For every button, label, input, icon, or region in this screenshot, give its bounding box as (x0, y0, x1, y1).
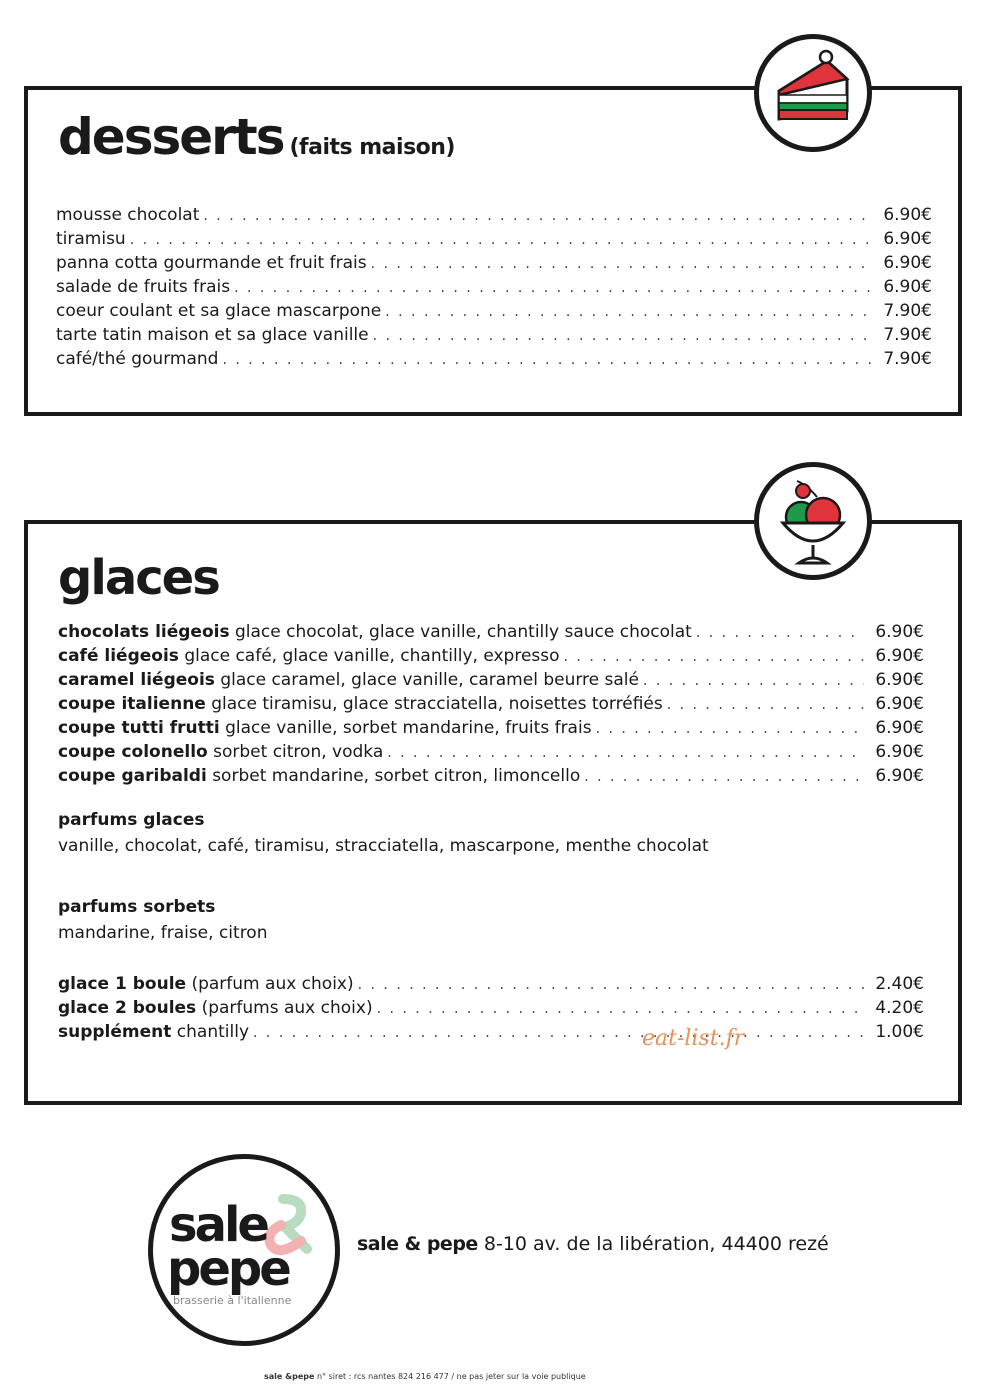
dot-leader (696, 625, 864, 641)
price: 7.90€ (883, 325, 932, 345)
menu-item: supplément chantilly . . . 1.00€ (58, 1022, 924, 1046)
menu-item: glace 2 boules (parfums aux choix) . . . 4.20€ (58, 998, 924, 1022)
glaces-section (24, 520, 962, 1105)
price: 7.90€ (883, 349, 932, 369)
dot-leader (358, 977, 864, 993)
footer-brand: sale &pepe (264, 1372, 315, 1381)
price: 6.90€ (875, 718, 924, 738)
desserts-title: desserts (faits maison) (58, 108, 455, 166)
glaces-title: glaces (58, 550, 219, 606)
price: 6.90€ (883, 205, 932, 225)
dot-leader (385, 304, 872, 320)
menu-item: café/thé gourmand . . . 7.90€ (56, 349, 932, 373)
dot-leader (373, 328, 872, 344)
price: 6.90€ (883, 253, 932, 273)
parfums-sorbets (58, 897, 918, 943)
parfums-glaces-title: parfums glaces (58, 810, 205, 830)
cake-slice-icon (754, 34, 872, 152)
price: 7.90€ (883, 301, 932, 321)
parfums-sorbets-text: mandarine, fraise, citron (58, 923, 268, 943)
dot-leader (234, 280, 872, 296)
menu-item: panna cotta gourmande et fruit frais . . . 6.90€ (56, 253, 932, 277)
desserts-list (56, 205, 932, 373)
menu-item: salade de fruits frais . . . 6.90€ (56, 277, 932, 301)
address-brand: sale & pepe (357, 1233, 478, 1255)
menu-item: mousse chocolat . . . 6.90€ (56, 205, 932, 229)
menu-item: tarte tatin maison et sa glace vanille . . . 7.90€ (56, 325, 932, 349)
parfums-glaces-text: vanille, chocolat, café, tiramisu, stracciatella, mascarpone, menthe chocolat (58, 836, 709, 856)
dot-leader (584, 769, 864, 785)
footer-legal (264, 1372, 586, 1381)
menu-item: coeur coulant et sa glace mascarpone . . . 7.90€ (56, 301, 932, 325)
menu-item: coupe garibaldi sorbet mandarine, sorbet citron, limoncello . . . 6.90€ (58, 766, 924, 790)
dot-leader (203, 208, 872, 224)
price: 6.90€ (883, 229, 932, 249)
ice-cream-cup-svg (759, 467, 867, 575)
price: 6.90€ (875, 694, 924, 714)
parfums-glaces (58, 810, 918, 856)
address-text: 8-10 av. de la libération, 44400 rezé (483, 1233, 829, 1255)
dot-leader (564, 649, 864, 665)
price: 6.90€ (875, 622, 924, 642)
price: 6.90€ (875, 766, 924, 786)
menu-item: glace 1 boule (parfum aux choix) . . . 2.40€ (58, 974, 924, 998)
desserts-subtitle: (faits maison) (289, 135, 455, 160)
menu-item: café liégeois glace café, glace vanille, chantilly, expresso . . . 6.90€ (58, 646, 924, 670)
glaces-list (58, 622, 924, 790)
logo-tagline: brasserie à l'italienne (173, 1294, 292, 1307)
price: 6.90€ (883, 277, 932, 297)
price: 6.90€ (875, 670, 924, 690)
price: 6.90€ (875, 646, 924, 666)
sale-pepe-logo (148, 1154, 340, 1346)
price: 2.40€ (875, 974, 924, 994)
dot-leader (130, 232, 872, 248)
logo-word-pepe: pepe (167, 1241, 289, 1297)
footer-text: n° siret : rcs nantes 824 216 477 / ne pas jeter sur la voie publique (316, 1372, 586, 1381)
dot-leader (371, 256, 872, 272)
logo-word-sale: sale (169, 1197, 267, 1253)
price: 6.90€ (875, 742, 924, 762)
parfums-sorbets-title: parfums sorbets (58, 897, 216, 917)
price: 1.00€ (875, 1022, 924, 1042)
menu-item: caramel liégeois glace caramel, glace vanille, caramel beurre salé . . . 6.90€ (58, 670, 924, 694)
price: 4.20€ (875, 998, 924, 1018)
dot-leader (643, 673, 864, 689)
cake-slice-svg (759, 39, 867, 147)
address (357, 1233, 829, 1255)
menu-item: coupe italienne glace tiramisu, glace stracciatella, noisettes torréfiés . . . 6.90€ (58, 694, 924, 718)
dot-leader (377, 1001, 864, 1017)
watermark: eat-list.fr (642, 1026, 745, 1051)
dot-leader (222, 352, 872, 368)
menu-item: tiramisu . . . 6.90€ (56, 229, 932, 253)
extras-list (58, 974, 924, 1046)
dot-leader (253, 1025, 864, 1041)
dot-leader (387, 745, 864, 761)
dot-leader (596, 721, 864, 737)
menu-item: coupe tutti frutti glace vanille, sorbet mandarine, fruits frais . . . 6.90€ (58, 718, 924, 742)
menu-item: coupe colonello sorbet citron, vodka . . . 6.90€ (58, 742, 924, 766)
dot-leader (667, 697, 864, 713)
ice-cream-cup-icon (754, 462, 872, 580)
menu-item: chocolats liégeois glace chocolat, glace vanille, chantilly sauce chocolat . . . 6.90€ (58, 622, 924, 646)
